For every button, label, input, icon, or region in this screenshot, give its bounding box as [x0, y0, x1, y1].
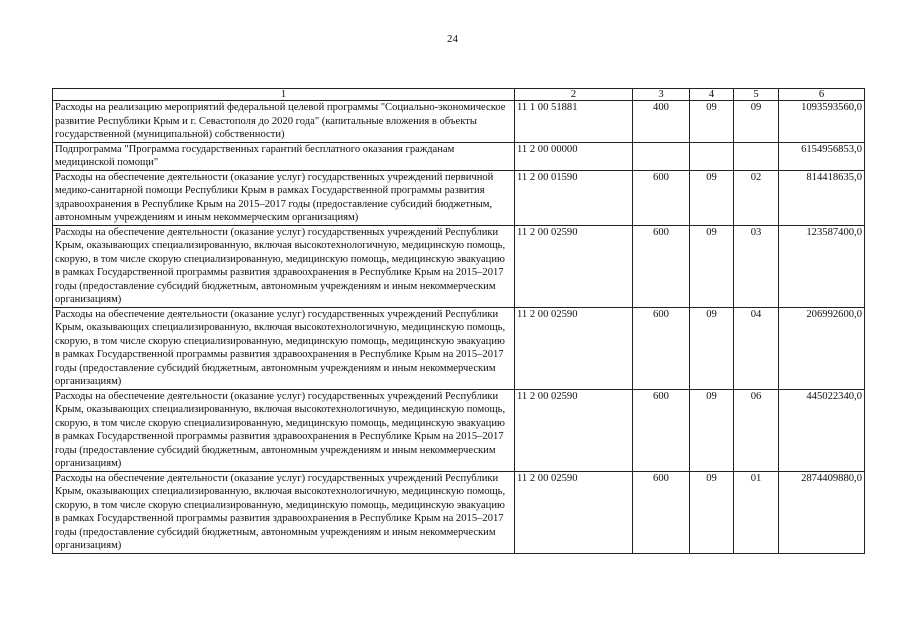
column-header-2: 2 [515, 89, 633, 101]
table-row [53, 170, 865, 225]
row-amount: 1093593560,0 [779, 101, 865, 143]
row-section: 09 [690, 101, 734, 143]
table-row [53, 307, 865, 389]
row-section: 09 [690, 471, 734, 553]
row-section: 09 [690, 307, 734, 389]
table-header-row [53, 89, 865, 101]
row-subsection: 04 [734, 307, 779, 389]
row-expense-type: 600 [633, 307, 690, 389]
row-expense-type [633, 142, 690, 170]
row-amount: 2874409880,0 [779, 471, 865, 553]
table-row [53, 225, 865, 307]
column-header-4: 4 [690, 89, 734, 101]
row-code: 11 2 00 02590 [515, 307, 633, 389]
table-row [53, 471, 865, 553]
row-code: 11 2 00 01590 [515, 170, 633, 225]
row-amount: 445022340,0 [779, 389, 865, 471]
column-header-1: 1 [53, 89, 515, 101]
row-section [690, 142, 734, 170]
row-description: Расходы на обеспечение деятельности (оказание услуг) государственных учреждений первичной медико-санитарной помощи Республики Крым в рамках Государственной программы развития здравоохранения в Республике Крым на 2015–2017 годы (предоставление субсидий бюджетным, автономным учреждениям и иным некоммерческим организациям) [53, 170, 515, 225]
row-subsection: 02 [734, 170, 779, 225]
row-subsection [734, 142, 779, 170]
row-amount: 6154956853,0 [779, 142, 865, 170]
row-subsection: 09 [734, 101, 779, 143]
row-description: Подпрограмма "Программа государственных гарантий бесплатного оказания гражданам медицинской помощи" [53, 142, 515, 170]
row-section: 09 [690, 170, 734, 225]
row-code: 11 2 00 02590 [515, 389, 633, 471]
row-description: Расходы на обеспечение деятельности (оказание услуг) государственных учреждений Республики Крым, оказывающих специализированную, включая высокотехнологичную, медицинскую помощь, скорую, в том числе скорую специализированную, медицинскую помощь, медицинскую эвакуацию в рамках Государственной программы развития здравоохранения в Республике Крым на 2015–2017 годы (предоставление субсидий бюджетным, автономным учреждениям и иным некоммерческим организациям) [53, 389, 515, 471]
row-section: 09 [690, 225, 734, 307]
row-amount: 123587400,0 [779, 225, 865, 307]
budget-table [52, 88, 865, 554]
page-number: 24 [447, 33, 458, 45]
row-amount: 206992600,0 [779, 307, 865, 389]
row-expense-type: 600 [633, 389, 690, 471]
row-expense-type: 600 [633, 225, 690, 307]
row-code: 11 2 00 00000 [515, 142, 633, 170]
column-header-3: 3 [633, 89, 690, 101]
row-code: 11 2 00 02590 [515, 225, 633, 307]
row-expense-type: 600 [633, 471, 690, 553]
column-header-5: 5 [734, 89, 779, 101]
row-code: 11 2 00 02590 [515, 471, 633, 553]
row-section: 09 [690, 389, 734, 471]
row-subsection: 06 [734, 389, 779, 471]
table-row [53, 101, 865, 143]
table-row [53, 389, 865, 471]
column-header-6: 6 [779, 89, 865, 101]
row-description: Расходы на обеспечение деятельности (оказание услуг) государственных учреждений Республики Крым, оказывающих специализированную, включая высокотехнологичную, медицинскую помощь, скорую, в том числе скорую специализированную, медицинскую помощь, медицинскую эвакуацию в рамках Государственной программы развития здравоохранения в Республике Крым на 2015–2017 годы (предоставление субсидий бюджетным, автономным учреждениям и иным некоммерческим организациям) [53, 225, 515, 307]
row-description: Расходы на обеспечение деятельности (оказание услуг) государственных учреждений Республики Крым, оказывающих специализированную, включая высокотехнологичную, медицинскую помощь, скорую, в том числе скорую специализированную, медицинскую помощь, медицинскую эвакуацию в рамках Государственной программы развития здравоохранения в Республике Крым на 2015–2017 годы (предоставление субсидий бюджетным, автономным учреждениям и иным некоммерческим организациям) [53, 471, 515, 553]
row-amount: 814418635,0 [779, 170, 865, 225]
row-description: Расходы на реализацию мероприятий федеральной целевой программы "Социально-экономическое развитие Республики Крым и г. Севастополя до 2020 года" (капитальные вложения в объекты государственной (муниципальной) собственности) [53, 101, 515, 143]
row-expense-type: 600 [633, 170, 690, 225]
row-expense-type: 400 [633, 101, 690, 143]
row-subsection: 01 [734, 471, 779, 553]
table-row [53, 142, 865, 170]
row-code: 11 1 00 51881 [515, 101, 633, 143]
row-description: Расходы на обеспечение деятельности (оказание услуг) государственных учреждений Республики Крым, оказывающих специализированную, включая высокотехнологичную, медицинскую помощь, скорую, в том числе скорую специализированную, медицинскую помощь, медицинскую эвакуацию в рамках Государственной программы развития здравоохранения в Республике Крым на 2015–2017 годы (предоставление субсидий бюджетным, автономным учреждениям и иным некоммерческим организациям) [53, 307, 515, 389]
row-subsection: 03 [734, 225, 779, 307]
